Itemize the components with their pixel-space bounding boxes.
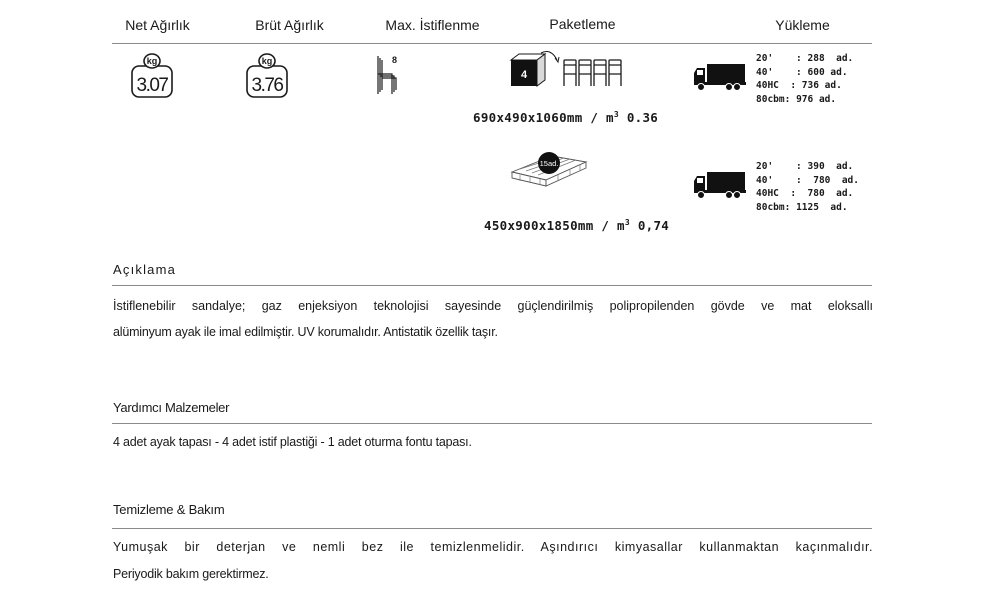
loading-row: 40' : 600 ad. — [756, 66, 848, 78]
gross-weight-badge — [245, 52, 291, 100]
loading-table-box — [756, 52, 853, 106]
loading-table-pallet — [756, 160, 859, 214]
header-net-weight: Net Ağırlık — [125, 17, 190, 33]
care-line-1: Yumuşak bir deterjan ve nemli bez ile temizlenmelidir. Aşındırıcı kimyasallar kullanmaktan kaçınmalıdır. — [113, 540, 873, 554]
truck-icon — [693, 62, 747, 92]
description-divider — [112, 285, 872, 286]
accessories-title: Yardımcı Malzemeler — [113, 400, 230, 415]
loading-row: 20' : 288 ad. — [756, 53, 854, 64]
header-divider — [112, 43, 872, 44]
description-title: Açıklama — [113, 262, 177, 277]
net-weight-badge — [130, 52, 176, 100]
net-weight-value: 3.07 — [136, 75, 168, 96]
accessories-divider — [112, 423, 872, 424]
stacking-count: 8 — [392, 55, 398, 65]
loading-row: 80cbm: 1125 ad. — [756, 201, 848, 213]
gross-weight-value: 3.76 — [251, 75, 283, 96]
header-loading: Yükleme — [775, 17, 830, 33]
stacked-chairs-icon — [370, 52, 410, 98]
loading-row: 40HC : 736 ad. — [756, 80, 842, 91]
pallet-label: 15ad. — [539, 159, 559, 168]
pallet-dimensions: $450x900x1850mm / m^3$ 0,74 — [484, 218, 670, 234]
truck-icon — [693, 170, 747, 200]
gross-weight-unit: kg — [261, 56, 273, 66]
pallet-icon — [508, 148, 590, 192]
four-chairs-icon — [564, 60, 621, 86]
care-title: Temizleme & Bakım — [113, 502, 225, 517]
net-weight-unit: kg — [146, 56, 158, 66]
box-dimensions: $690x490x1060mm / m^3$ 0.36 — [473, 110, 659, 126]
loading-row: 40HC : 780 ad. — [756, 188, 854, 199]
header-max-stacking: Max. İstiflenme — [385, 17, 480, 33]
header-packaging: Paketleme — [549, 16, 616, 32]
box-count: 4 — [520, 69, 528, 81]
header-gross-weight: Brüt Ağırlık — [255, 17, 324, 33]
loading-row: 80cbm: 976 ad. — [756, 93, 837, 105]
description-line-2: alüminyum ayak ile imal edilmiştir. UV korumalıdır. Antistatik özellik taşır. — [113, 325, 498, 339]
care-line-2: Periyodik bakım gerektirmez. — [113, 567, 269, 581]
description-line-1: İstiflenebilir sandalye; gaz enjeksiyon teknolojisi sayesinde güçlendirilmiş polipropilenden gövde ve mat eloksallı — [113, 299, 873, 313]
accessories-text: 4 adet ayak tapası - 4 adet istif plastiği - 1 adet oturma fontu tapası. — [113, 435, 472, 449]
loading-row: 40' : 780 ad. — [756, 174, 859, 186]
care-divider — [112, 528, 872, 529]
box-packaging-icon — [505, 50, 625, 94]
loading-row: 20' : 390 ad. — [756, 161, 854, 172]
